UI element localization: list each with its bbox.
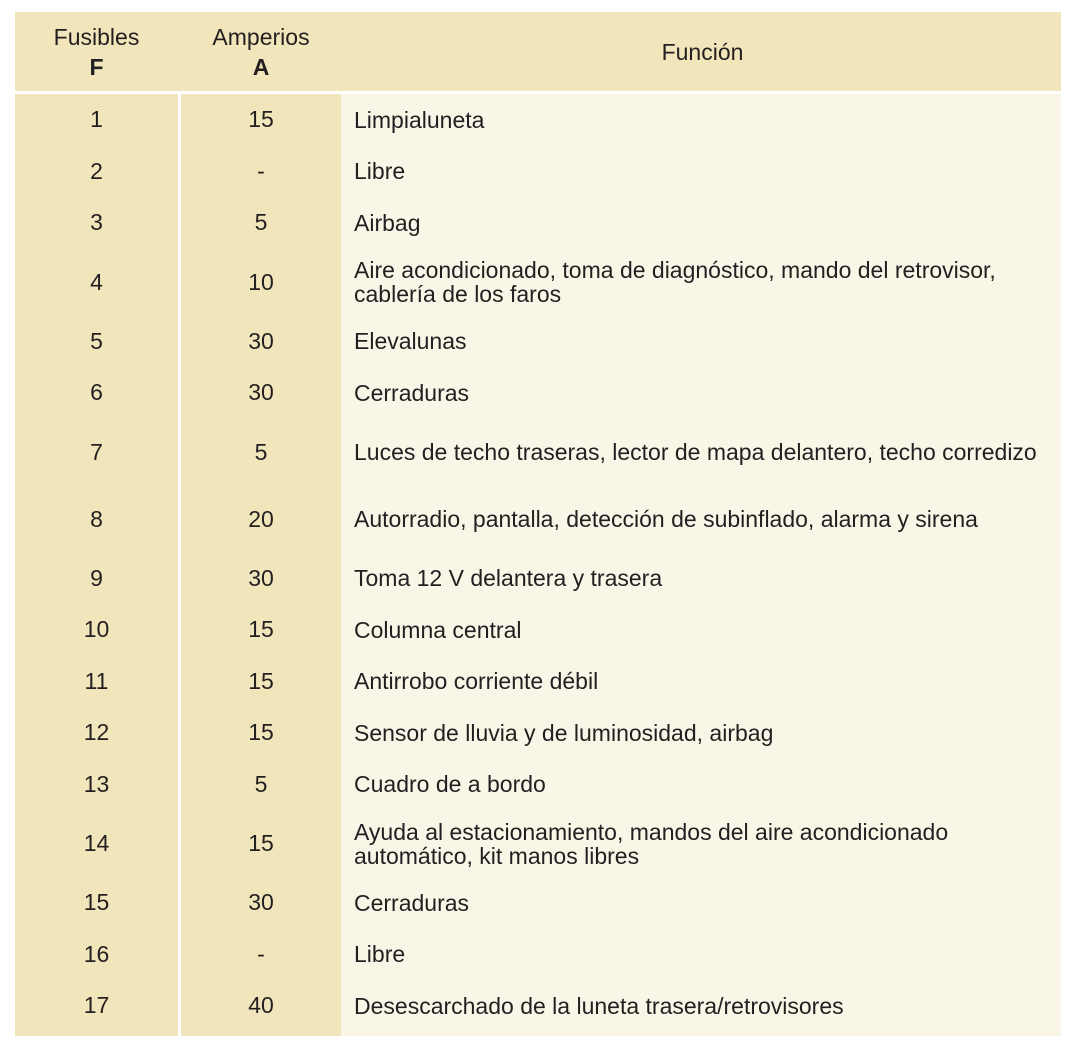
amperage-cell: 15 (181, 810, 341, 877)
amperage-cell: 30 (181, 316, 341, 368)
table-row (15, 367, 1061, 419)
amperage-cell: 30 (181, 553, 341, 605)
header-fuses-abbr: F (89, 53, 104, 80)
table-body (15, 94, 1061, 1032)
amperage-cell: 5 (181, 419, 341, 486)
table-row (15, 877, 1061, 929)
amperage-cell: 5 (181, 759, 341, 811)
amperage-cell: 40 (181, 980, 341, 1032)
header-amps-abbr: A (252, 53, 270, 80)
function-cell: Columna central (341, 604, 1061, 656)
function-cell: Airbag (341, 197, 1061, 249)
fuse-number-cell: 1 (15, 94, 178, 146)
fuse-number-cell: 10 (15, 604, 178, 656)
header-function (344, 12, 1061, 91)
fuse-number-cell: 9 (15, 553, 178, 605)
fuse-number-cell: 16 (15, 929, 178, 981)
function-cell: Antirrobo corriente débil (341, 656, 1061, 708)
fuse-number-cell: 15 (15, 877, 178, 929)
amperage-cell: - (181, 146, 341, 198)
function-cell: Autorradio, pantalla, detección de subinflado, alarma y sirena (341, 486, 1061, 553)
function-cell: Elevalunas (341, 316, 1061, 368)
fuse-number-cell: 8 (15, 486, 178, 553)
amperage-cell: 15 (181, 604, 341, 656)
fuse-number-cell: 2 (15, 146, 178, 198)
fuse-number-cell: 12 (15, 707, 178, 759)
function-cell: Sensor de lluvia y de luminosidad, airbag (341, 707, 1061, 759)
header-function-label: Función (661, 38, 744, 65)
function-cell: Limpialuneta (341, 94, 1061, 146)
table-row (15, 810, 1061, 877)
fuse-number-cell: 3 (15, 197, 178, 249)
table-bottom (15, 1032, 1061, 1036)
function-cell: Cerraduras (341, 367, 1061, 419)
amperage-cell: 15 (181, 707, 341, 759)
amperage-cell: - (181, 929, 341, 981)
fuse-number-cell: 13 (15, 759, 178, 811)
fuse-number-cell: 17 (15, 980, 178, 1032)
table-row (15, 656, 1061, 708)
function-cell: Luces de techo traseras, lector de mapa delantero, techo corredizo (341, 419, 1061, 486)
fuse-number-cell: 7 (15, 419, 178, 486)
fuse-number-cell: 5 (15, 316, 178, 368)
table-row (15, 553, 1061, 605)
fuse-number-cell: 14 (15, 810, 178, 877)
function-cell: Libre (341, 146, 1061, 198)
header-amps (178, 12, 344, 91)
amperage-cell: 30 (181, 877, 341, 929)
table-row (15, 94, 1061, 146)
table-row (15, 197, 1061, 249)
amperage-cell: 30 (181, 367, 341, 419)
table-row (15, 929, 1061, 981)
table-row (15, 249, 1061, 316)
header-fuses-label: Fusibles (53, 23, 140, 50)
table-row (15, 604, 1061, 656)
table-row (15, 316, 1061, 368)
amperage-cell: 20 (181, 486, 341, 553)
table-row (15, 980, 1061, 1032)
function-cell: Aire acondicionado, toma de diagnóstico, mando del retrovisor, cablería de los faros (341, 249, 1061, 316)
function-cell: Libre (341, 929, 1061, 981)
fuse-number-cell: 4 (15, 249, 178, 316)
amperage-cell: 5 (181, 197, 341, 249)
table-row (15, 707, 1061, 759)
table-header (15, 12, 1061, 91)
function-cell: Toma 12 V delantera y trasera (341, 553, 1061, 605)
table-row (15, 486, 1061, 553)
function-cell: Ayuda al estacionamiento, mandos del aire acondicionado automático, kit manos libres (341, 810, 1061, 877)
fuse-table (15, 12, 1061, 1036)
amperage-cell: 15 (181, 94, 341, 146)
function-cell: Cerraduras (341, 877, 1061, 929)
amperage-cell: 15 (181, 656, 341, 708)
amperage-cell: 10 (181, 249, 341, 316)
table-row (15, 419, 1061, 486)
fuse-number-cell: 11 (15, 656, 178, 708)
header-amps-label: Amperios (212, 23, 310, 50)
header-fuses (15, 12, 178, 91)
function-cell: Desescarchado de la luneta trasera/retrovisores (341, 980, 1061, 1032)
fuse-number-cell: 6 (15, 367, 178, 419)
table-row (15, 146, 1061, 198)
function-cell: Cuadro de a bordo (341, 759, 1061, 811)
table-row (15, 759, 1061, 811)
